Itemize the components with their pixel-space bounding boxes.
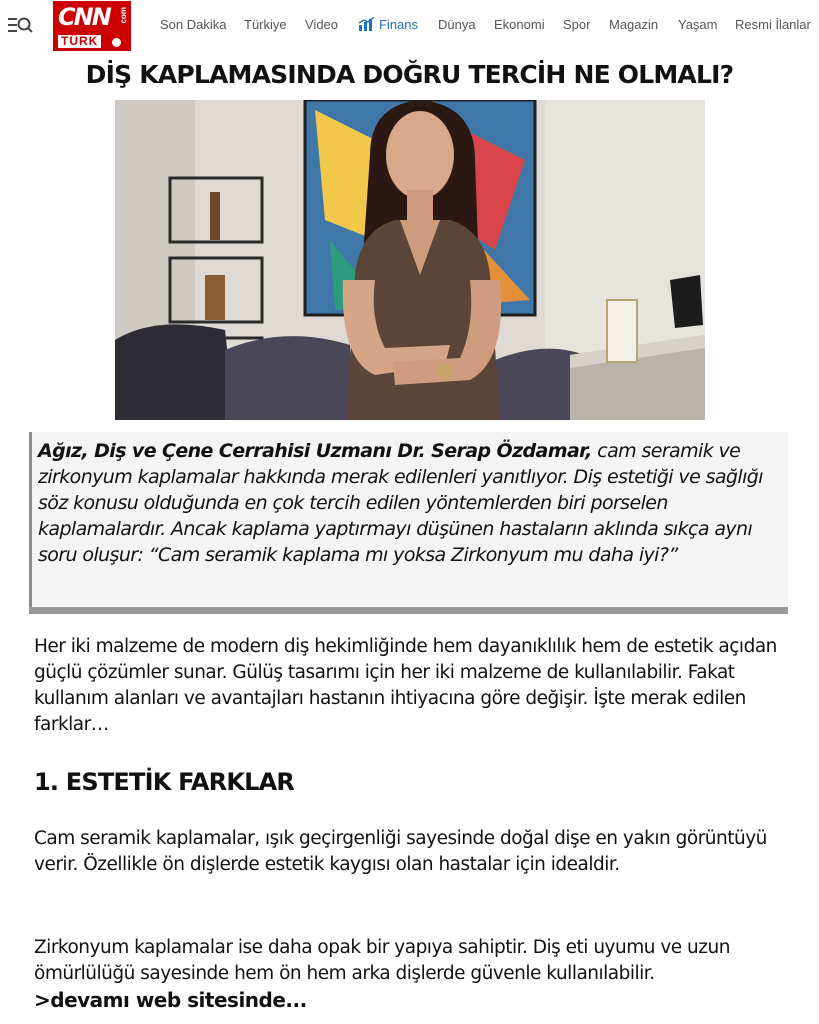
nav-video[interactable]: Video xyxy=(305,17,339,32)
top-bar xyxy=(0,0,819,52)
article-paragraph-2: Cam seramik kaplamalar, ışık geçirgenliği sayesinde doğal dişe en yakın görüntüyü verir. Özellikle ön dişlerde estetik kaygısı olan hastalar için idealdir. xyxy=(34,828,767,875)
main-nav xyxy=(0,16,819,36)
logo-turk-text: TÜRK xyxy=(58,35,101,48)
section-heading-estetik: 1. ESTETİK FARKLAR xyxy=(34,768,295,796)
article-paragraph-3: Zirkonyum kaplamalar ise daha opak bir yapıya sahiptir. Diş eti uyumu ve uzun ömürlülüğü sayesinde hem ön hem arka dişlerde güvenle kullanılabilir. xyxy=(34,937,730,984)
nav-turkiye[interactable]: Türkiye xyxy=(244,17,287,32)
nav-finans[interactable] xyxy=(358,16,418,34)
article-hero-image xyxy=(115,100,705,420)
article-paragraph-3-block xyxy=(34,935,794,1015)
nav-finans-label: Finans xyxy=(379,17,419,32)
nav-spor[interactable]: Spor xyxy=(563,17,591,32)
summary-text xyxy=(38,438,786,568)
summary-body: cam seramik ve zirkonyum kaplamalar hakkında merak edilenleri yanıtlıyor. Diş estetiği ve sağlığı söz konusu olduğunda en çok tercih edilen yöntemlerden biri porselen kaplamalardır. Ancak kaplama yaptırmayı düşünen hastaların aklında sıkça aynı soru oluşur: “Cam seramik kaplama mı yoksa Zirkonyum mu daha iyi?” xyxy=(38,440,763,566)
nav-magazin[interactable]: Magazin xyxy=(609,17,659,32)
logo-dot xyxy=(112,38,121,47)
nav-son-dakika[interactable]: Son Dakika xyxy=(160,17,227,32)
logo-com-text: com xyxy=(119,7,128,24)
article-summary xyxy=(29,432,788,614)
summary-author: Ağız, Diş ve Çene Cerrahisi Uzmanı Dr. Serap Özdamar, xyxy=(38,440,592,462)
logo-cnn-text: CNN xyxy=(58,3,110,31)
nav-yasam[interactable]: Yaşam xyxy=(678,17,718,32)
bar-chart-icon xyxy=(358,17,376,31)
nav-ekonomi[interactable]: Ekonomi xyxy=(494,17,545,32)
nav-dunya[interactable]: Dünya xyxy=(438,17,476,32)
article-title: DİŞ KAPLAMASINDA DOĞRU TERCİH NE OLMALI? xyxy=(85,60,734,89)
nav-resmi-ilanlar[interactable]: Resmi İlanlar xyxy=(735,17,811,32)
read-more-link[interactable]: >devamı web sitesinde... xyxy=(34,988,307,1012)
article-paragraph-1: Her iki malzeme de modern diş hekimliğinde hem dayanıklılık hem de estetik açıdan güçlü çözümler sunar. Gülüş tasarımı için her iki malzeme de kullanılabilir. Fakat kullanım alanları ve avantajları hastanın ihtiyacına göre değişir. İşte merak edilen farklar… xyxy=(34,636,777,735)
